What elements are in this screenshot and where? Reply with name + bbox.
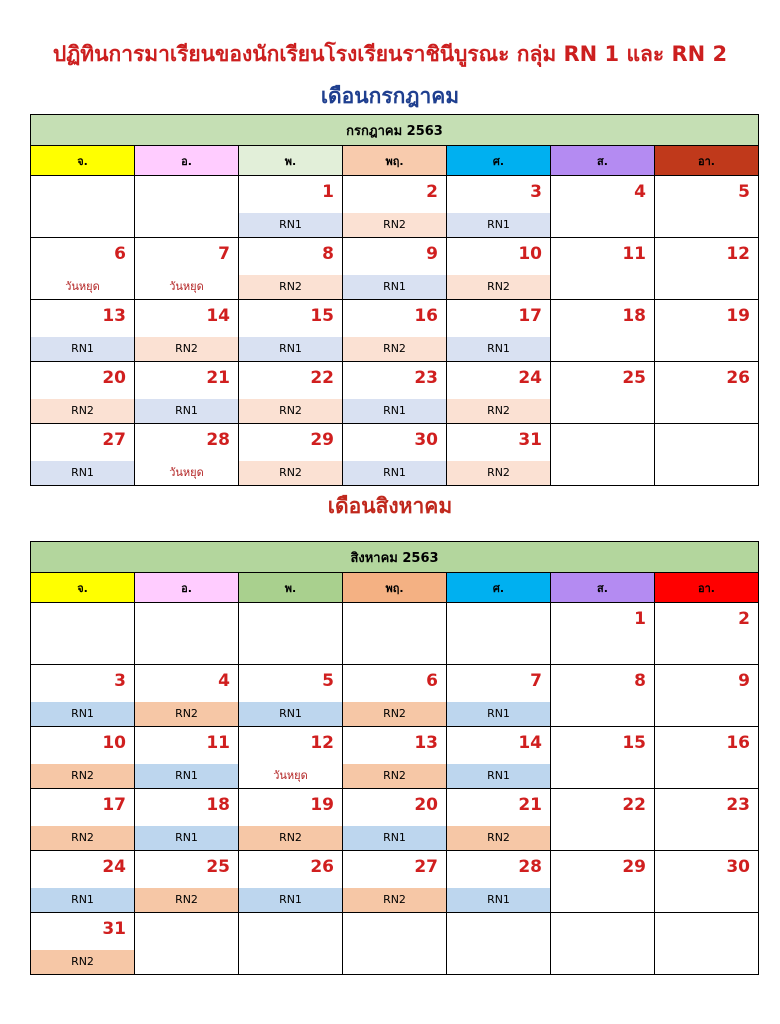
week-row bbox=[31, 300, 759, 362]
group-label: RN2 bbox=[447, 826, 550, 850]
day-number: 11 bbox=[622, 244, 646, 264]
day-cell bbox=[135, 727, 239, 789]
group-label: RN1 bbox=[447, 702, 550, 726]
day-cell bbox=[343, 851, 447, 913]
day-cell bbox=[239, 424, 343, 486]
group-label: RN2 bbox=[135, 337, 238, 361]
day-cell bbox=[655, 300, 759, 362]
day-number: 19 bbox=[310, 795, 334, 815]
day-cell bbox=[551, 603, 655, 665]
day-number: 14 bbox=[206, 306, 230, 326]
day-cell bbox=[447, 176, 551, 238]
group-label: RN1 bbox=[447, 888, 550, 912]
day-cell bbox=[551, 176, 655, 238]
group-label: RN2 bbox=[447, 399, 550, 423]
day-number: 27 bbox=[102, 430, 126, 450]
group-label: RN2 bbox=[239, 399, 342, 423]
day-cell bbox=[551, 851, 655, 913]
holiday-label: วันหยุด bbox=[273, 769, 308, 782]
day-number: 31 bbox=[102, 919, 126, 939]
weekday-header: จ. bbox=[31, 146, 135, 176]
day-number: 18 bbox=[622, 306, 646, 326]
day-cell bbox=[239, 851, 343, 913]
day-number: 18 bbox=[206, 795, 230, 815]
week-row bbox=[31, 424, 759, 486]
day-cell bbox=[31, 424, 135, 486]
day-number: 21 bbox=[206, 368, 230, 388]
day-cell bbox=[135, 789, 239, 851]
day-cell bbox=[239, 789, 343, 851]
day-number: 9 bbox=[426, 244, 438, 264]
day-cell bbox=[31, 727, 135, 789]
weekday-header: พ. bbox=[239, 146, 343, 176]
weekday-header: พฤ. bbox=[343, 573, 447, 603]
july-weekday-row bbox=[31, 146, 759, 176]
day-cell bbox=[447, 665, 551, 727]
day-number: 13 bbox=[102, 306, 126, 326]
day-number: 19 bbox=[726, 306, 750, 326]
week-row bbox=[31, 789, 759, 851]
day-cell bbox=[551, 913, 655, 975]
day-number: 10 bbox=[518, 244, 542, 264]
day-cell bbox=[239, 176, 343, 238]
day-cell bbox=[343, 727, 447, 789]
group-label: RN1 bbox=[447, 213, 550, 237]
day-number: 15 bbox=[310, 306, 334, 326]
day-number: 2 bbox=[426, 182, 438, 202]
holiday-label: วันหยุด bbox=[65, 280, 100, 293]
day-number: 4 bbox=[218, 671, 230, 691]
group-label: RN1 bbox=[343, 275, 446, 299]
day-number: 1 bbox=[322, 182, 334, 202]
group-label: RN2 bbox=[31, 950, 134, 974]
july-calendar bbox=[30, 114, 759, 486]
day-cell bbox=[447, 238, 551, 300]
day-cell bbox=[447, 851, 551, 913]
weekday-header: อา. bbox=[655, 146, 759, 176]
group-label: RN1 bbox=[343, 399, 446, 423]
day-cell bbox=[31, 300, 135, 362]
day-number: 5 bbox=[738, 182, 750, 202]
group-label: RN2 bbox=[239, 275, 342, 299]
day-cell bbox=[31, 851, 135, 913]
group-label: RN1 bbox=[447, 764, 550, 788]
day-number: 8 bbox=[634, 671, 646, 691]
day-cell bbox=[447, 789, 551, 851]
august-month-title: สิงหาคม 2563 bbox=[31, 542, 759, 573]
day-cell bbox=[655, 913, 759, 975]
group-label: RN2 bbox=[31, 399, 134, 423]
day-cell bbox=[343, 176, 447, 238]
group-label: RN1 bbox=[31, 337, 134, 361]
day-cell bbox=[343, 913, 447, 975]
day-cell bbox=[343, 603, 447, 665]
day-number: 23 bbox=[726, 795, 750, 815]
day-number: 25 bbox=[206, 857, 230, 877]
day-number: 7 bbox=[530, 671, 542, 691]
group-label: RN2 bbox=[343, 337, 446, 361]
day-cell bbox=[655, 603, 759, 665]
group-label: RN2 bbox=[31, 764, 134, 788]
day-number: 5 bbox=[322, 671, 334, 691]
group-label: RN1 bbox=[31, 702, 134, 726]
day-number: 24 bbox=[518, 368, 542, 388]
week-row bbox=[31, 727, 759, 789]
weekday-header: อา. bbox=[655, 573, 759, 603]
day-number: 17 bbox=[102, 795, 126, 815]
day-number: 12 bbox=[310, 733, 334, 753]
day-cell bbox=[343, 424, 447, 486]
day-number: 10 bbox=[102, 733, 126, 753]
day-cell bbox=[343, 300, 447, 362]
day-number: 24 bbox=[102, 857, 126, 877]
group-label: RN2 bbox=[343, 702, 446, 726]
group-label: RN1 bbox=[135, 826, 238, 850]
day-number: 9 bbox=[738, 671, 750, 691]
group-label: RN1 bbox=[31, 461, 134, 485]
group-label: RN1 bbox=[31, 888, 134, 912]
day-number: 1 bbox=[634, 609, 646, 629]
weekday-header: อ. bbox=[135, 146, 239, 176]
day-cell bbox=[239, 362, 343, 424]
day-cell bbox=[135, 424, 239, 486]
group-label: RN2 bbox=[343, 213, 446, 237]
day-cell bbox=[447, 362, 551, 424]
weekday-header: ส. bbox=[551, 573, 655, 603]
day-cell bbox=[551, 424, 655, 486]
day-cell bbox=[447, 300, 551, 362]
day-cell bbox=[239, 238, 343, 300]
holiday-label: วันหยุด bbox=[169, 280, 204, 293]
weekday-header: ส. bbox=[551, 146, 655, 176]
group-label: RN2 bbox=[135, 888, 238, 912]
day-number: 30 bbox=[726, 857, 750, 877]
day-cell bbox=[655, 851, 759, 913]
july-heading: เดือนกรกฎาคม bbox=[320, 84, 460, 108]
week-row bbox=[31, 362, 759, 424]
group-label: RN1 bbox=[447, 337, 550, 361]
day-cell bbox=[343, 362, 447, 424]
day-cell bbox=[343, 238, 447, 300]
day-number: 23 bbox=[414, 368, 438, 388]
day-cell bbox=[31, 362, 135, 424]
day-number: 25 bbox=[622, 368, 646, 388]
weekday-header: พ. bbox=[239, 573, 343, 603]
day-cell bbox=[31, 789, 135, 851]
day-cell bbox=[31, 665, 135, 727]
day-cell bbox=[135, 300, 239, 362]
day-cell bbox=[447, 913, 551, 975]
day-number: 13 bbox=[414, 733, 438, 753]
week-row bbox=[31, 238, 759, 300]
day-number: 3 bbox=[114, 671, 126, 691]
day-number: 12 bbox=[726, 244, 750, 264]
weekday-header: ศ. bbox=[447, 146, 551, 176]
day-number: 8 bbox=[322, 244, 334, 264]
group-label: RN1 bbox=[239, 888, 342, 912]
day-number: 15 bbox=[622, 733, 646, 753]
day-cell bbox=[551, 727, 655, 789]
day-cell bbox=[239, 665, 343, 727]
day-cell bbox=[135, 362, 239, 424]
day-number: 4 bbox=[634, 182, 646, 202]
day-cell bbox=[655, 789, 759, 851]
page-title: ปฏิทินการมาเรียนของนักเรียนโรงเรียนราชินีบูรณะ กลุ่ม RN 1 และ RN 2 bbox=[52, 42, 728, 66]
day-cell bbox=[655, 362, 759, 424]
day-cell bbox=[447, 424, 551, 486]
day-number: 28 bbox=[518, 857, 542, 877]
week-row bbox=[31, 665, 759, 727]
day-cell bbox=[135, 913, 239, 975]
day-cell bbox=[239, 727, 343, 789]
week-row bbox=[31, 851, 759, 913]
week-row bbox=[31, 913, 759, 975]
day-number: 21 bbox=[518, 795, 542, 815]
day-number: 6 bbox=[426, 671, 438, 691]
day-number: 30 bbox=[414, 430, 438, 450]
weekday-header: จ. bbox=[31, 573, 135, 603]
day-number: 16 bbox=[726, 733, 750, 753]
group-label: RN2 bbox=[447, 461, 550, 485]
day-number: 28 bbox=[206, 430, 230, 450]
week-row bbox=[31, 603, 759, 665]
day-number: 29 bbox=[310, 430, 334, 450]
day-cell bbox=[655, 424, 759, 486]
day-cell bbox=[655, 176, 759, 238]
day-number: 17 bbox=[518, 306, 542, 326]
day-cell bbox=[239, 603, 343, 665]
group-label: RN1 bbox=[135, 399, 238, 423]
day-cell bbox=[551, 300, 655, 362]
day-cell bbox=[239, 300, 343, 362]
day-cell bbox=[135, 603, 239, 665]
day-cell bbox=[447, 603, 551, 665]
day-number: 27 bbox=[414, 857, 438, 877]
day-number: 20 bbox=[102, 368, 126, 388]
day-cell bbox=[447, 727, 551, 789]
day-cell bbox=[343, 665, 447, 727]
holiday-label: วันหยุด bbox=[169, 466, 204, 479]
weekday-header: อ. bbox=[135, 573, 239, 603]
day-cell bbox=[31, 603, 135, 665]
day-number: 22 bbox=[622, 795, 646, 815]
day-cell bbox=[551, 362, 655, 424]
day-number: 29 bbox=[622, 857, 646, 877]
day-cell bbox=[31, 913, 135, 975]
day-cell bbox=[655, 727, 759, 789]
day-number: 3 bbox=[530, 182, 542, 202]
group-label: RN1 bbox=[343, 826, 446, 850]
august-calendar bbox=[30, 541, 759, 975]
weekday-header: พฤ. bbox=[343, 146, 447, 176]
day-cell bbox=[551, 238, 655, 300]
august-weekday-row bbox=[31, 573, 759, 603]
day-number: 31 bbox=[518, 430, 542, 450]
group-label: RN1 bbox=[239, 213, 342, 237]
group-label: RN2 bbox=[135, 702, 238, 726]
group-label: RN1 bbox=[239, 702, 342, 726]
day-cell bbox=[31, 176, 135, 238]
day-number: 6 bbox=[114, 244, 126, 264]
day-number: 7 bbox=[218, 244, 230, 264]
day-number: 20 bbox=[414, 795, 438, 815]
day-cell bbox=[135, 851, 239, 913]
group-label: RN2 bbox=[447, 275, 550, 299]
day-cell bbox=[31, 238, 135, 300]
day-cell bbox=[655, 665, 759, 727]
weekday-header: ศ. bbox=[447, 573, 551, 603]
day-number: 26 bbox=[726, 368, 750, 388]
day-number: 11 bbox=[206, 733, 230, 753]
day-cell bbox=[655, 238, 759, 300]
day-cell bbox=[135, 665, 239, 727]
day-number: 26 bbox=[310, 857, 334, 877]
week-row bbox=[31, 176, 759, 238]
day-cell bbox=[551, 665, 655, 727]
group-label: RN1 bbox=[135, 764, 238, 788]
august-heading: เดือนสิงหาคม bbox=[327, 494, 453, 518]
day-number: 2 bbox=[738, 609, 750, 629]
day-cell bbox=[551, 789, 655, 851]
day-cell bbox=[135, 176, 239, 238]
day-number: 22 bbox=[310, 368, 334, 388]
group-label: RN1 bbox=[239, 337, 342, 361]
group-label: RN2 bbox=[343, 888, 446, 912]
july-month-title: กรกฎาคม 2563 bbox=[31, 115, 759, 146]
group-label: RN2 bbox=[343, 764, 446, 788]
day-cell bbox=[135, 238, 239, 300]
day-number: 16 bbox=[414, 306, 438, 326]
group-label: RN2 bbox=[31, 826, 134, 850]
day-cell bbox=[239, 913, 343, 975]
group-label: RN1 bbox=[343, 461, 446, 485]
day-cell bbox=[343, 789, 447, 851]
group-label: RN2 bbox=[239, 461, 342, 485]
group-label: RN2 bbox=[239, 826, 342, 850]
day-number: 14 bbox=[518, 733, 542, 753]
